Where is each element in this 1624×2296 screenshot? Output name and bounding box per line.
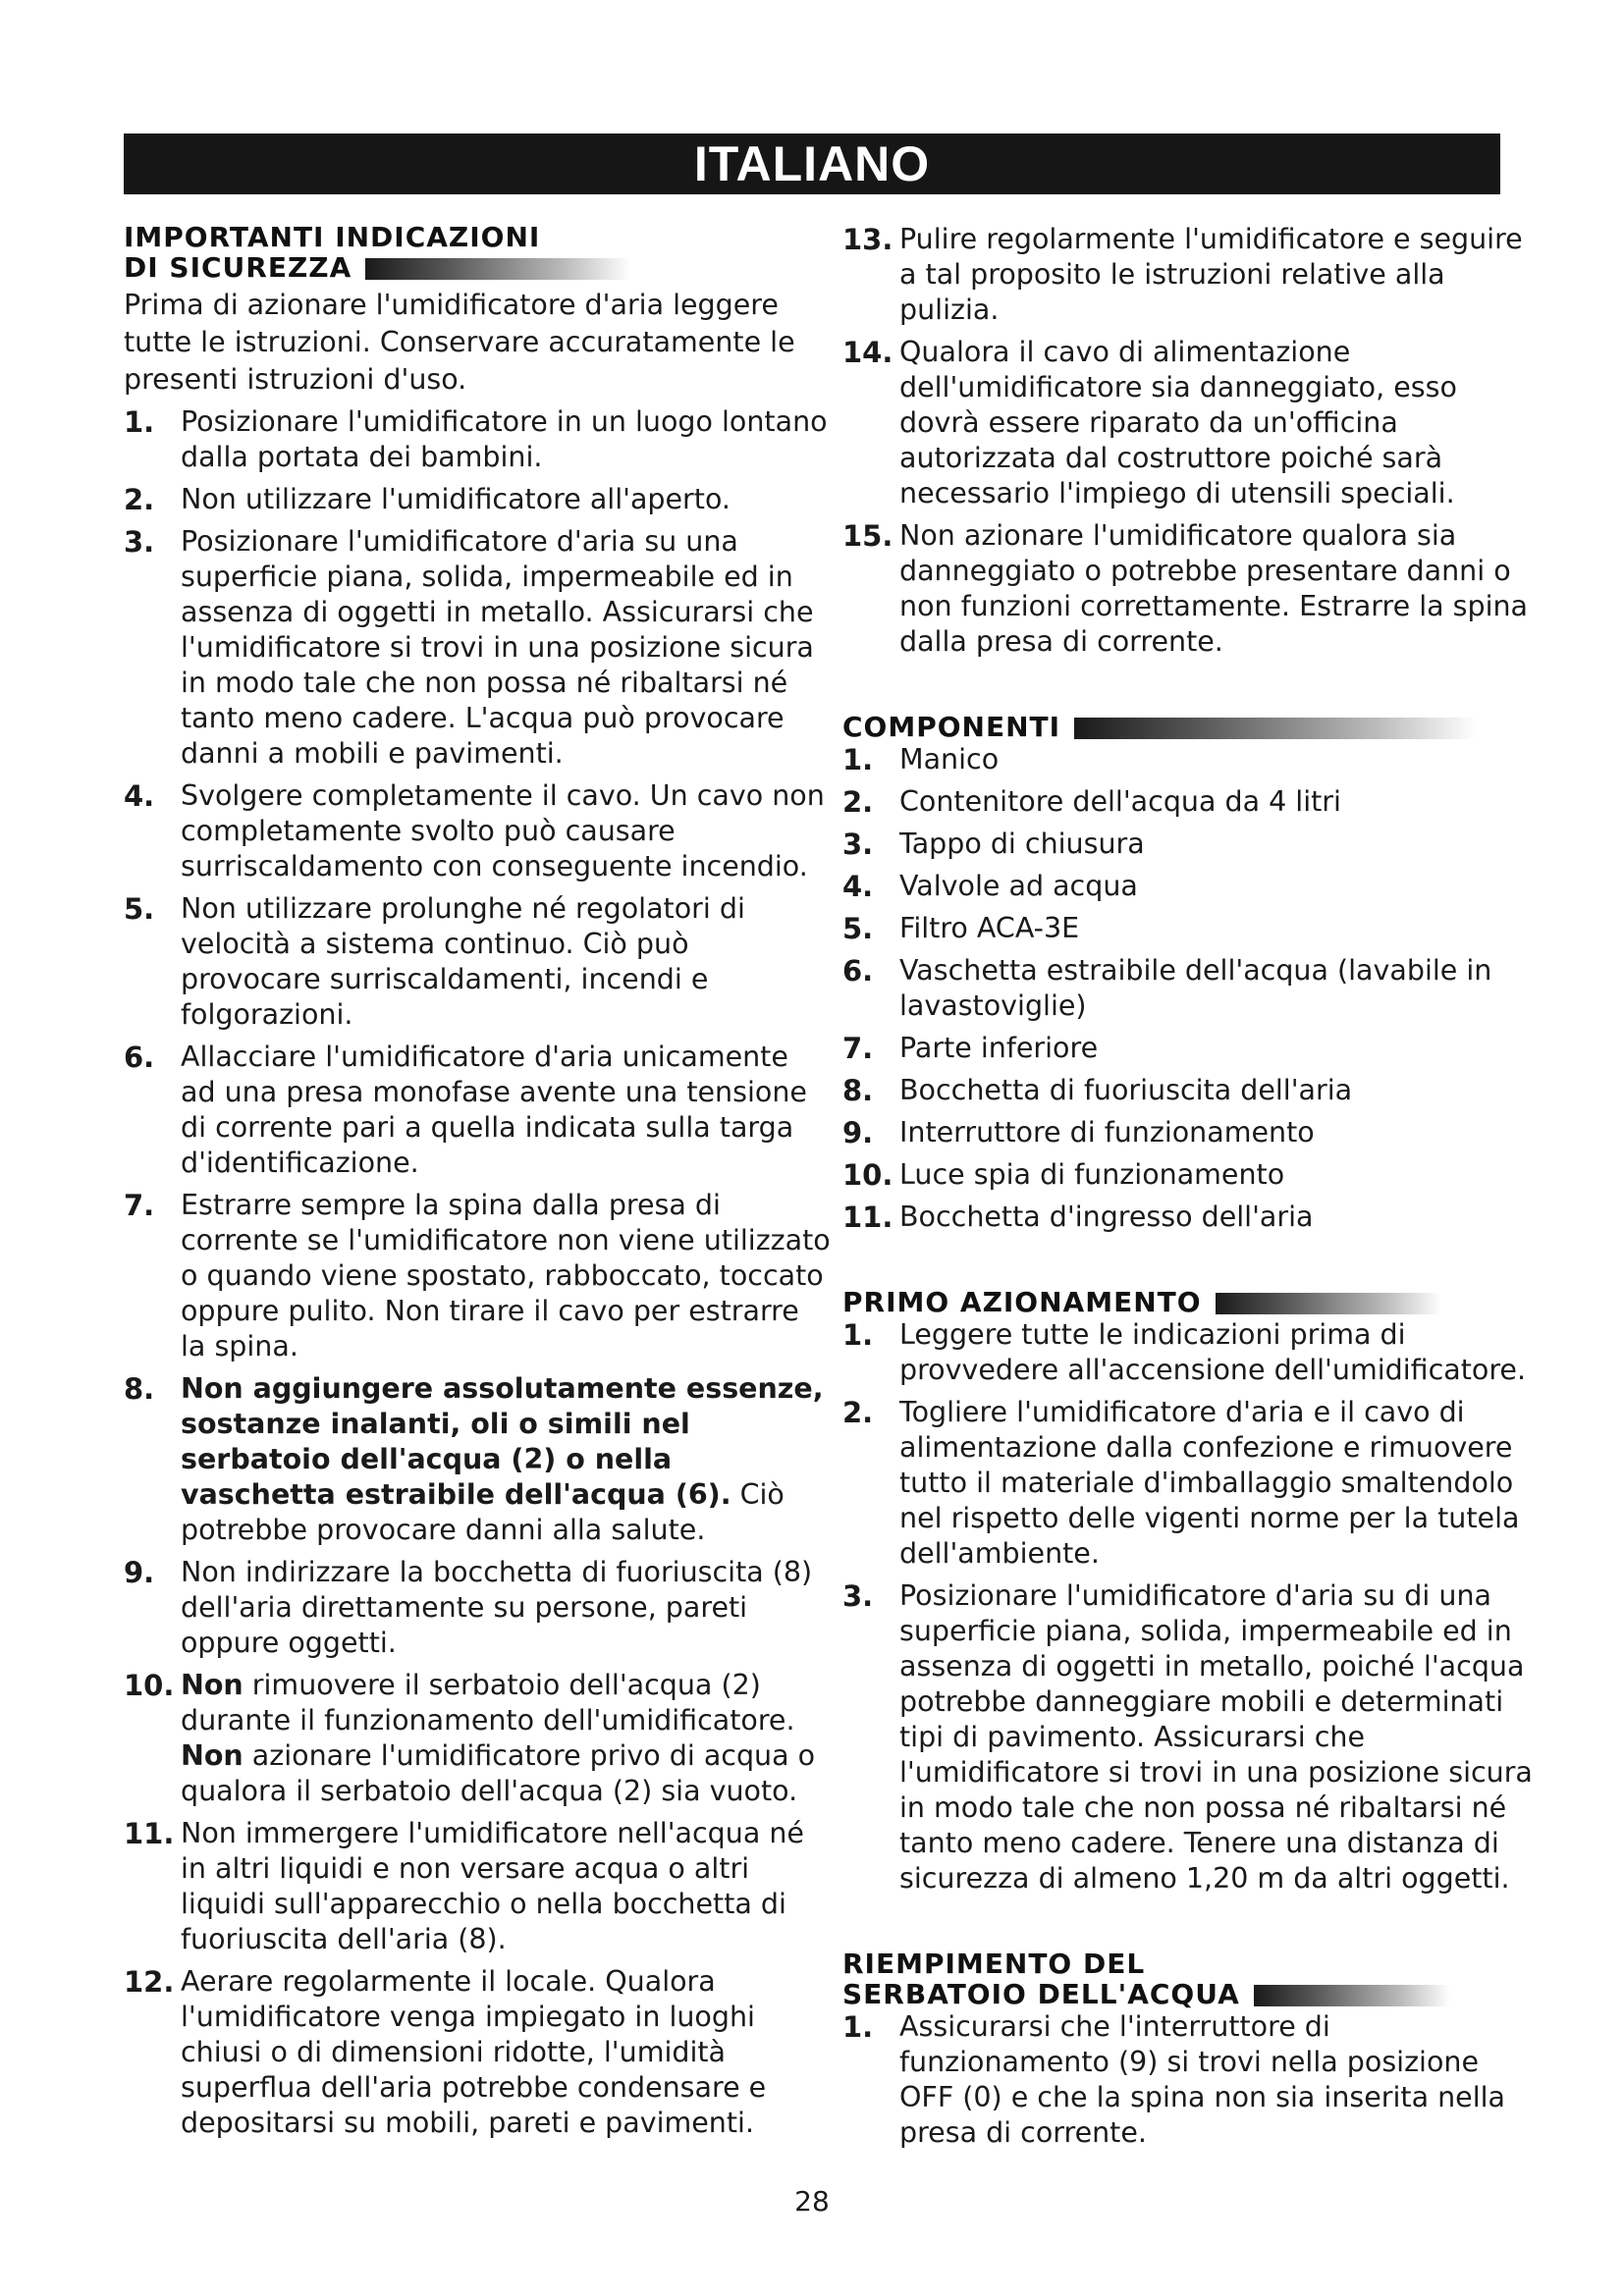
safety-intro: Prima di azionare l'umidificatore d'aria leggere tutte le istruzioni. Conservare accuratamente le presenti istruzioni d'uso. — [124, 289, 795, 396]
list-item: 3. Posizionare l'umidificatore d'aria su una superficie piana, solida, impermeabile ed in assenza di oggetti in metallo. Assicurarsi che l'umidificatore si trovi in una posizione sicura in modo tale che non possa né ribaltarsi né tanto meno cadere. L'acqua può provocare danni a mobili e pavimenti. — [124, 525, 814, 770]
right-column — [842, 222, 1540, 2158]
list-item: 6. Allacciare l'umidificatore d'aria unicamente ad una presa monofase avente una tensione di corrente pari a quella indicata sulla targa d'identificazione. — [124, 1041, 807, 1179]
filling-heading: RIEMPIMENTO DEL SERBATOIO DELL'ACQUA — [842, 1949, 1540, 2009]
heading-gradient-bar — [1074, 718, 1477, 739]
list-item: 2. Contenitore dell'acqua da 4 litri — [842, 785, 1341, 819]
list-item: 1. Leggere tutte le indicazioni prima di provvedere all'accensione dell'umidificatore. — [842, 1318, 1527, 1386]
language-banner: ITALIANO — [124, 133, 1500, 194]
list-item: 1. Posizionare l'umidificatore in un luogo lontano dalla portata dei bambini. — [124, 405, 828, 473]
list-item: 10. Luce spia di funzionamento — [842, 1158, 1285, 1192]
safety-heading-line2: DI SICUREZZA — [124, 251, 352, 284]
safety-list — [124, 404, 831, 2141]
list-item: 11. Bocchetta d'ingresso dell'aria — [842, 1201, 1314, 1234]
list-item: 2. Togliere l'umidificatore d'aria e il cavo di alimentazione dalla confezione e rimuovere tutto il materiale d'imballaggio smaltendolo nel rispetto delle vigenti norme per la tutela dell'ambiente. — [842, 1396, 1520, 1570]
list-item: 9. Non indirizzare la bocchetta di fuoriuscita (8) dell'aria direttamente su persone, pareti oppure oggetti. — [124, 1556, 813, 1659]
list-item: 3. Tappo di chiusura — [842, 828, 1145, 861]
list-item: 2. Non utilizzare l'umidificatore all'aperto. — [124, 483, 731, 516]
heading-gradient-bar — [1254, 1985, 1450, 2006]
first-use-heading: PRIMO AZIONAMENTO — [842, 1287, 1540, 1317]
list-item: 11. Non immergere l'umidificatore nell'acqua né in altri liquidi e non versare acqua o altri liquidi sull'apparecchio o nella bocchetta di fuoriuscita dell'aria (8). — [124, 1817, 804, 1955]
list-item: 3. Posizionare l'umidificatore d'aria su di una superficie piana, solida, impermeabile ed in assenza di oggetti in metallo, poiché l'acqua potrebbe danneggiare mobili e determinati tipi di pavimento. Assicurarsi che l'umidificatore si trovi in una posizione sicura in modo tale che non possa né ribaltarsi né tanto meno cadere. Tenere una distanza di sicurezza di almeno 1,20 m da altri oggetti. — [842, 1579, 1533, 1895]
heading-gradient-bar — [1216, 1293, 1441, 1314]
list-item: 9. Interruttore di funzionamento — [842, 1116, 1315, 1149]
left-column — [124, 222, 831, 2148]
warning-bold-text: Non aggiungere assolutamente essenze, sostanze inalanti, oli o simili nel serbatoio dell'acqua (2) o nella vaschetta estraibile dell'acqua (6). — [181, 1372, 824, 1511]
list-item: 4. Svolgere completamente il cavo. Un cavo non completamente svolto può causare surriscaldamento con conseguente incendio. — [124, 779, 825, 882]
list-item: 15. Non azionare l'umidificatore qualora sia danneggiato o potrebbe presentare danni o non funzioni correttamente. Estrarre la spina dalla presa di corrente. — [842, 519, 1529, 658]
list-item: 4. Valvole ad acqua — [842, 870, 1138, 903]
list-item: 5. Non utilizzare prolunghe né regolatori di velocità a sistema continuo. Ciò può provocare surriscaldamenti, incendi e folgorazioni. — [124, 892, 745, 1031]
safety-list-continued — [842, 222, 1540, 660]
list-item: 7. Estrarre sempre la spina dalla presa di corrente se l'umidificatore non viene utilizzato o quando viene spostato, rabboccato, toccato oppure pulito. Non tirare il cavo per estrarre la spina. — [124, 1189, 831, 1362]
list-item: 1. Assicurarsi che l'interruttore di funzionamento (9) si trovi nella posizione OFF (0) e che la spina non sia inserita nella presa di corrente. — [842, 2010, 1506, 2149]
list-item: 10. Non rimuovere il serbatoio dell'acqua (2) durante il funzionamento dell'umidificatore. Non azionare l'umidificatore privo di acqua o qualora il serbatoio dell'acqua (2) sia vuoto. — [124, 1669, 816, 1807]
list-item: 7. Parte inferiore — [842, 1032, 1099, 1065]
list-item: 8. Non aggiungere assolutamente essenze, sostanze inalanti, oli o simili nel serbatoio dell'acqua (2) o nella vaschetta estraibile dell'acqua (6). Ciò potrebbe provocare danni alla salute. — [124, 1372, 824, 1546]
list-item: 6. Vaschetta estraibile dell'acqua (lavabile in lavastoviglie) — [842, 954, 1492, 1022]
first-use-list — [842, 1317, 1540, 1896]
list-item: 13. Pulire regolarmente l'umidificatore e seguire a tal proposito le istruzioni relative alla pulizia. — [842, 223, 1523, 326]
list-item: 5. Filtro ACA-3E — [842, 912, 1080, 945]
components-heading: COMPONENTI — [842, 712, 1540, 742]
components-list — [842, 742, 1540, 1235]
safety-heading-line1: IMPORTANTI INDICAZIONI — [124, 221, 541, 253]
list-item: 1. Manico — [842, 743, 1000, 776]
heading-gradient-bar — [365, 258, 630, 280]
list-item: 8. Bocchetta di fuoriuscita dell'aria — [842, 1074, 1353, 1107]
filling-list — [842, 2009, 1540, 2151]
list-item: 14. Qualora il cavo di alimentazione dell'umidificatore sia danneggiato, esso dovrà essere riparato da un'officina autorizzata dal costruttore poiché sarà necessario l'impiego di utensili speciali. — [842, 336, 1457, 509]
list-item: 12. Aerare regolarmente il locale. Qualora l'umidificatore venga impiegato in luoghi chiusi o di dimensioni ridotte, l'umidità superflua dell'aria potrebbe condensare e depositarsi su mobili, pareti e pavimenti. — [124, 1965, 767, 2139]
safety-heading — [124, 222, 831, 283]
page-number: 28 — [794, 2185, 830, 2217]
